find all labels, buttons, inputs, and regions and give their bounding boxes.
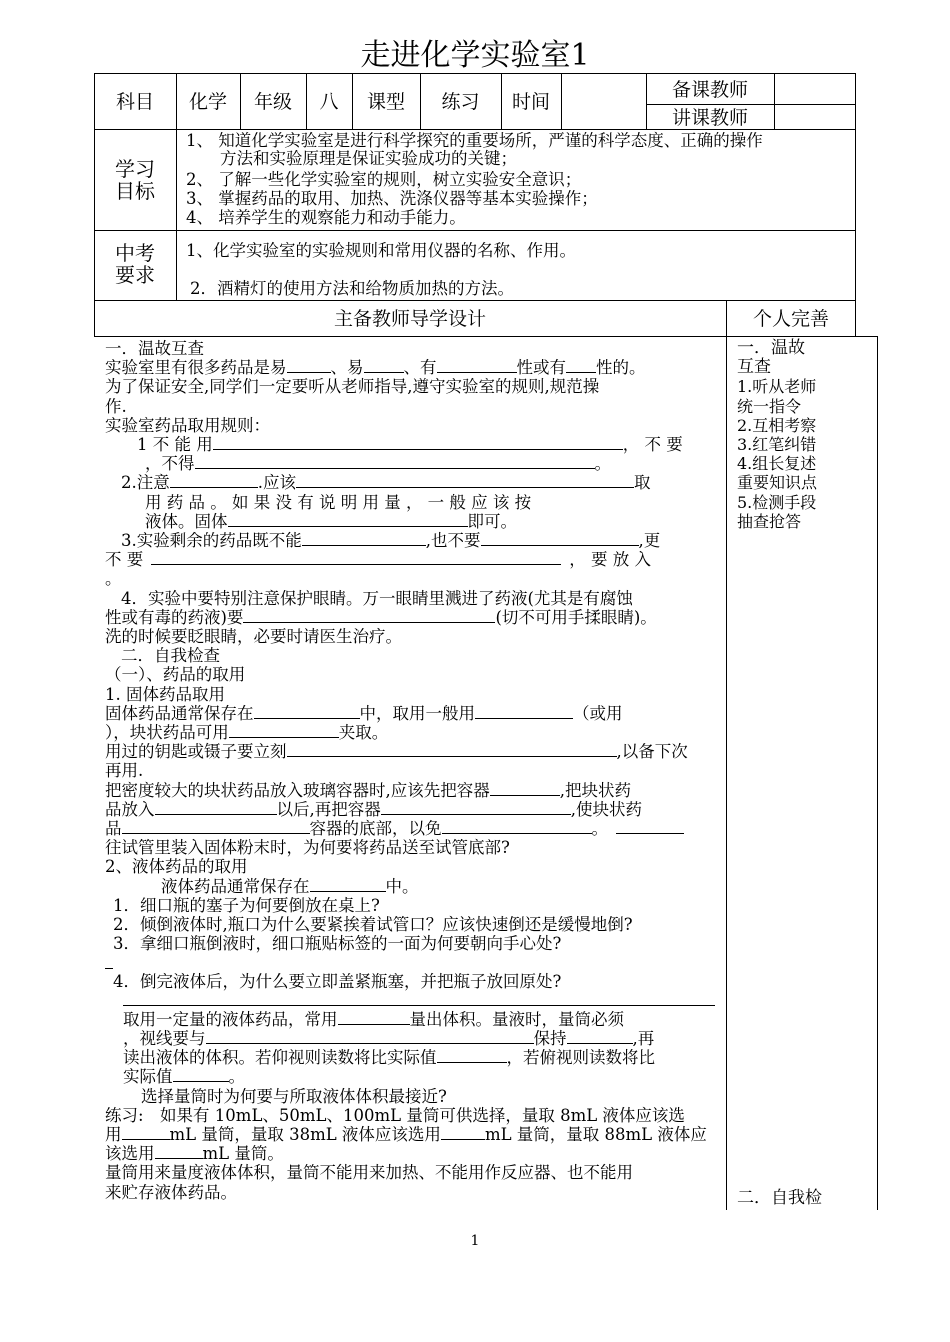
page-title: 走进化学实验室1	[360, 38, 590, 73]
exercise-line-2: 用 mL 量筒，量取 38mL 液体应该选用 mL 量筒，量取 88mL 液体应	[105, 1124, 707, 1144]
right-item: 2.互相考察	[737, 415, 817, 435]
page-number: 1	[470, 1233, 480, 1249]
objectives-label: 学习 目标	[115, 157, 155, 203]
right-item: 5.检测手段	[737, 492, 817, 512]
text-line: 作.	[105, 396, 127, 416]
column-divider	[726, 300, 727, 1210]
table-rule	[94, 336, 877, 337]
text-line: 把密度较大的块状药品放入玻璃容器时,应该先把容器 ,把块状药	[105, 780, 631, 800]
subject-label: 科目	[115, 91, 154, 113]
text-line: 取用一定量的液体药品，常用 量出体积。量液时，量筒必须	[123, 1009, 624, 1029]
rule-3b: 不 要 ， 要 放 入	[105, 550, 651, 570]
text-line: 来贮存液体药品。	[105, 1182, 237, 1202]
table-rule	[94, 300, 856, 301]
rule-1: 1 不 能 用 ， 不 要	[137, 435, 683, 455]
personal-header: 个人完善	[752, 308, 829, 330]
text-line: 固体药品通常保存在 中，取用一般用 （或用	[105, 703, 623, 723]
text-line: 实际值 。	[123, 1067, 245, 1087]
table-border-right	[855, 73, 856, 336]
question-3: 3．拿细口瓶倒液时，细口瓶贴标签的一面为何要朝向手心处?	[113, 934, 562, 954]
section-review-title: 一．温故互查	[105, 339, 204, 358]
objective-line-2: 方法和实验原理是保证实验成功的关键；	[220, 149, 517, 168]
rule-4: 4．实验中要特别注意保护眼睛。万一眼睛里溅进了药液(尤其是有腐蚀	[121, 588, 633, 608]
rule-3c: 。	[105, 569, 122, 589]
text-line: 再用.	[105, 761, 144, 781]
exercise-line-3: 该选用 mL 量筒。	[105, 1144, 284, 1164]
lecture-teacher-label: 讲课教师	[671, 107, 748, 129]
right-item: 抽查抢答	[737, 511, 802, 531]
objective-line-1: 1、 知道化学实验室是进行科学探究的重要场所，严谨的科学态度、正确的操作	[186, 131, 763, 150]
time-label: 时间	[511, 91, 550, 113]
rule-1b: ，不得 。	[145, 454, 611, 474]
text-line: 用过的钥匙或镊子要立刻 ,以备下次	[105, 742, 688, 762]
right-item: 1.听从老师	[737, 377, 817, 397]
right-item: 统一指令	[737, 396, 802, 416]
design-header: 主备教师导学设计	[333, 308, 486, 330]
table-border-top	[94, 73, 856, 74]
type-label: 课型	[366, 91, 405, 113]
rule-2b: 用 药 品 。 如 果 没 有 说 明 用 量 ， 一 般 应 该 按	[145, 492, 532, 512]
text-line: 实验室药品取用规则：	[105, 415, 270, 435]
right-title-1: 一．温故	[737, 338, 805, 358]
text-line: ），块状药品可用 夹取。	[105, 723, 389, 743]
exercise-line-1: 练习: 如果有 10mL、50mL、100mL 量筒可供选择，量取 8mL 液体应该选	[105, 1105, 685, 1125]
question-1: 1．细口瓶的塞子为何要倒放在桌上?	[113, 895, 380, 915]
subject-value: 化学	[188, 91, 227, 113]
table-rule	[774, 73, 775, 129]
solid-title: 1. 固体药品取用	[105, 684, 225, 704]
rule-2c: 液体。固体 即可。	[145, 511, 517, 531]
prep-teacher-label: 备课教师	[671, 79, 748, 101]
exam-line-2: 2．酒精灯的使用方法和给物质加热的方法。	[190, 279, 514, 298]
exam-line-1: 1、化学实验室的实验规则和常用仪器的名称、作用。	[186, 241, 576, 260]
main-content	[105, 339, 717, 1202]
text-line: 实验室里有很多药品是易 、易 、有 性或有 性的。	[105, 358, 646, 378]
table-rule	[561, 73, 562, 129]
section-selfcheck-title: 二．自我检查	[121, 646, 220, 666]
table-rule	[94, 230, 856, 231]
right-title-2: 互查	[737, 357, 771, 378]
rule-3: 3.实验剩余的药品既不能 ,也不要 ,更	[121, 531, 661, 551]
question-2: 2．倾倒液体时,瓶口为什么要紧挨着试管口？应该快速倒还是缓慢地倒?	[113, 915, 633, 935]
text-line: 液体药品通常保存在 中。	[161, 876, 419, 896]
objective-line-3: 2、 了解一些化学实验室的规则，树立实验安全意识；	[186, 170, 582, 189]
objective-line-5: 4、 培养学生的观察能力和动手能力。	[186, 208, 466, 227]
text-line: 为了保证安全,同学们一定要听从老师指导,遵守实验室的规则,规范操	[105, 377, 600, 397]
text-line: 读出液体的体积。若仰视则读数将比实际值 ，若俯视则读数将比	[123, 1048, 655, 1068]
liquid-title: 2、液体药品的取用	[105, 857, 248, 877]
grade-label: 年级	[253, 91, 292, 113]
text-line: 量筒用来量度液体体积，量筒不能用来加热、不能用作反应器、也不能用	[105, 1163, 633, 1183]
right-bottom-note: 二．自我检	[737, 1188, 822, 1208]
grade-value: 八	[319, 91, 339, 113]
rule-4c: 洗的时候要眨眼睛，必要时请医生治疗。	[105, 627, 402, 647]
text-line: ，视线要与 保持 ,再	[123, 1028, 655, 1048]
table-border-right-lower	[877, 336, 878, 1210]
personal-notes	[737, 339, 837, 531]
question-4: 4．倒完液体后，为什么要立即盖紧瓶塞，并把瓶子放回原处?	[113, 971, 562, 991]
text-line: 品 容器的底部，以免 。	[105, 819, 717, 838]
right-item: 4.组长复述	[737, 454, 817, 474]
rule-4b: 性或有毒的药液)要 (切不可用手揉眼睛)。	[105, 607, 657, 627]
text-line: 选择量筒时为何要与所取液体体积最接近?	[141, 1086, 447, 1106]
text-line: 品放入 以后,再把容器 ,使块状药	[105, 799, 642, 819]
objective-line-4: 3、 掌握药品的取用、加热、洗涤仪器等基本实验操作；	[186, 189, 598, 208]
right-item: 3.红笔纠错	[737, 435, 817, 455]
text-line: 往试管里装入固体粉末时，为何要将药品送至试管底部?	[105, 838, 510, 858]
right-item: 重要知识点	[737, 473, 818, 493]
table-rule	[646, 104, 856, 105]
type-value: 练习	[441, 91, 480, 113]
subsection-title: （一）、药品的取用	[105, 665, 246, 685]
rule-2: 2.注意 .应该 取	[121, 473, 651, 493]
exam-label: 中考 要求	[115, 241, 155, 287]
